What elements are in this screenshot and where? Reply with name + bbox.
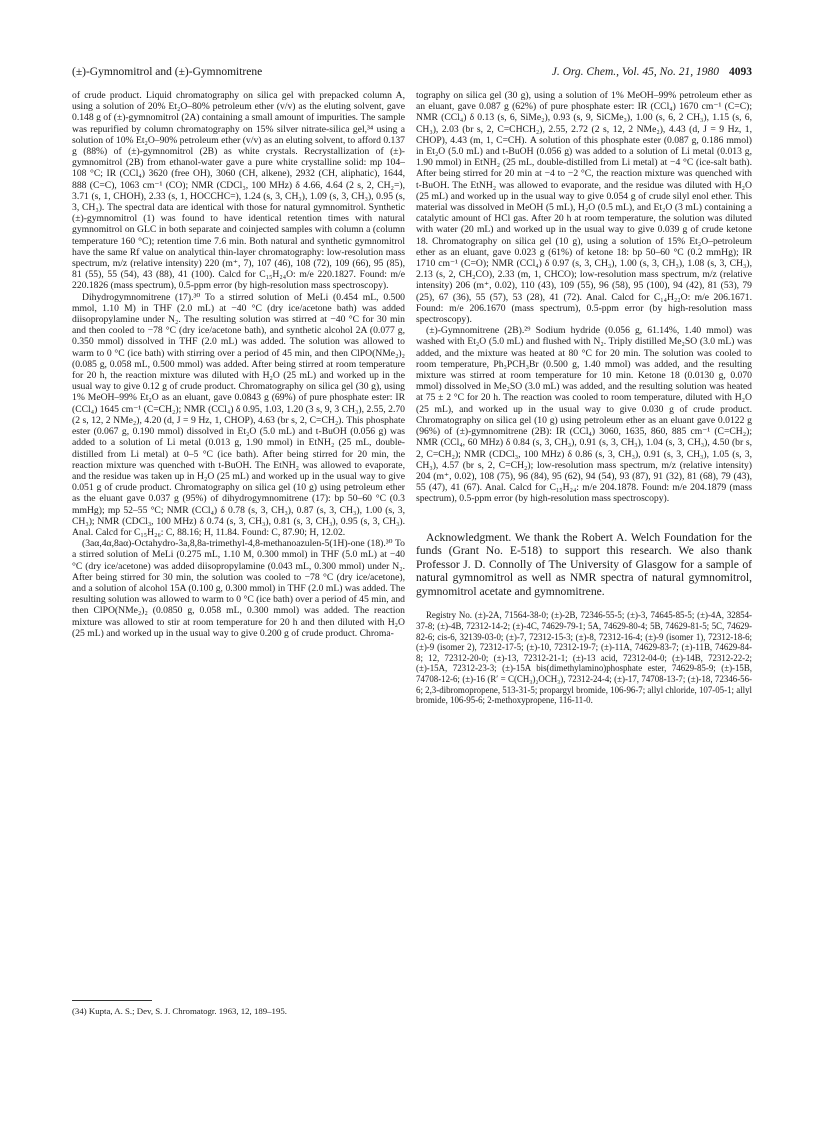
header-title: (±)-Gymnomitrol and (±)-Gymnomitrene [72, 66, 263, 78]
paragraph-octahydro-ketone: (3aα,4α,8aα)-Octahydro-3a,8,8a-trimethyl-4,8-methanoazulen-5(1H)-one (18).³⁰ To a stirred solution of MeLi (0.275 mL, 1.10 M, 0.300 mmol) in THF (5.0 mL) at −40 °C (dry ice/acetone) was added diisopropylamine (0.043 mL, 0.300 mmol) under N₂. After being stirred for 30 min, the solution was cooled to −78 °C (dry ice/acetone), and a solution of alcohol 15A (0.100 g, 0.300 mmol) in THF (2.0 mL) was added. The resulting solution was allowed to warm to 0 °C (ice bath) over a period of 45 min, and then ClPO(NMe₂)₂ (0.0850 g, 0.058 mL, 0.300 mmol) was added. The reaction mixture was allowed to stir at room temperature for 20 h and then diluted with H₂O (25 mL) and worked up in the usual way to give 0.200 g of crude product. Chroma- [72, 538, 405, 639]
acknowledgment: Acknowledgment. We thank the Robert A. Welch Foundation for the funds (Grant No. E-518) to support this research. We also thank Professor J. D. Connolly of The University of Glasgow for a sample of natural gymnomitrol as well as NMR spectra of natural gymnomitrol, gymnomitrol acetate and gymnomitrene. [416, 530, 752, 598]
paragraph-gymnomitrol-purification: of crude product. Liquid chromatography on silica gel with prepacked column A, using a solution of 20% Et₂O–80% petroleum ether (v/v) as the eluting solvent, gave 0.148 g of (±)-gymnomitrol (2A) containing a small amount of impurities. The sample was repurified by column chromatography on 15% silver nitrate-silica gel,³⁴ using a solution of 10% Et₂O–90% petroleum ether (v/v) as an eluting solvent, to afford 0.137 g (88%) of (±)-gymnomitrol (2B) as white crystals. Recrystallization of (±)-gymnomitrol (2B) from ethanol-water gave a pure white crystalline solid: mp 104–108 °C; IR (CCl₄) 3620 (free OH), 3060 (CH, alkene), 2932 (CH, aliphatic), 1644, 888 (C=C), 1063 cm⁻¹ (CO); NMR (CDCl₃, 100 MHz) δ 4.66, 4.64 (2 s, 2, CH₂=), 3.71 (s, 1, CHOH), 2.33 (s, 1, HOCCHC=), 1.24 (s, 3, CH₃), 1.09 (s, 3, CH₃), 0.95 (s, 3, CH₃). The spectral data are identical with those for natural gymnomitrol. Synthetic (±)-gymnomitrol (1) was found to have identical retention times with natural gymnomitrol on GLC in both separate and coinjected samples with column a (column temperature 160 °C); retention time 7.6 min. Both natural and synthetic gymnomitrol have the same Rf value on analytical thin-layer chromatography: low-resolution mass spectrum, m/z (relative intensity) 220 (m⁺, 7), 107 (46), 108 (72), 109 (66), 95 (85), 81 (55), 55 (54), 43 (88), 41 (100). Calcd for C₁₅H₂₄O: m/e 220.1827. Found: m/e 220.1826 (mass spectrum), 0.5-ppm error (by high-resolution mass spectroscopy). [72, 90, 405, 292]
paragraph-ketone-continuation: tography on silica gel (30 g), using a solution of 1% MeOH–99% petroleum ether as an eluant, gave 0.087 g (62%) of pure phosphate ester: IR (CCl₄) 1670 cm⁻¹ (C=C); NMR (CCl₄) δ 0.13 (s, 6, SiMe₂), 0.93 (s, 9, SiCMe₃), 1.00 (s, 6, 2 CH₃), 1.15 (s, 6, CH₃), 2.03 (br s, 2, C=CHCH₂), 2.55, 2.72 (2 s, 12, 2 NMe₂), 4.43 (d, J = 9 Hz, 1, CHOP), 4.43 (m, 1, C=CH). A solution of this phosphate ester (0.087 g, 0.186 mmol) in Et₂O (5.0 mL) and t-BuOH (0.056 g) was added to a solution of Li metal (0.013 g, 1.90 mmol) in EtNH₂ (25 mL, double-distilled from Li metal) at −4 °C (ice-salt bath). After being stirred for 20 min at −4 to −2 °C, the reaction mixture was quenched with t-BuOH. The EtNH₂ was allowed to evaporate, and the residue was diluted with H₂O (25 mL) and worked up in the usual way to give 0.054 g of crude silyl enol ether. This material was dissolved in MeOH (5 mL), H₂O (0.5 mL), and Et₂O (3 mL) containing a catalytic amount of HCl gas. After 20 h at room temperature, the solution was diluted with water (20 mL) and worked up in the usual way to give 0.039 g of crude ketone 18. Chromatography on silica gel (10 g), using a solution of 15% Et₂O–petroleum ether as an eluant, gave 0.023 g (61%) of ketone 18: bp 50–60 °C (0.2 mmHg); IR 1710 cm⁻¹ (C=O); NMR (CCl₄) δ 0.97 (s, 3, CH₃), 1.00 (s, 3, CH₃), 1.08 (s, 3, CH₃), 2.13 (s, 2, CH₂CO), 2.33 (m, 1, CHCO); low-resolution mass spectrum, m/z (relative intensity) 206 (m⁺, 0.02), 110 (43), 109 (55), 96 (58), 95 (100), 94 (42), 81 (53), 79 (25), 67 (36), 55 (57), 53 (28), 41 (72). Anal. Calcd for C₁₄H₂₂O: m/e 206.1671. Found: m/e 206.1670 (mass spectrum), 0.5-ppm error (by high-resolution mass spectroscopy). [416, 90, 752, 326]
journal-citation: J. Org. Chem., Vol. 45, No. 21, 1980 [551, 66, 719, 78]
registry-numbers: Registry No. (±)-2A, 71564-38-0; (±)-2B, 72346-55-5; (±)-3, 74645-85-5; (±)-4A, 32854-37-8; (±)-4B, 72312-14-2; (±)-4C, 74629-79-1; 5A, 74629-80-4; 5B, 74629-81-5; 5C, 74629-82-6; cis-6, 32139-03-0; (±)-7, 72312-15-3; (±)-8, 72312-16-4; (±)-9 (isomer 1), 72312-18-6; (±)-9 (isomer 2), 72312-17-5; (±)-10, 72312-19-7; (±)-11A, 74629-83-7; (±)-11B, 74629-84-8; 12, 72312-20-0; (±)-13, 72312-21-1; (±)-13 acid, 72312-04-0; (±)-14B, 72312-22-2; (±)-15A, 72312-23-3; (±)-15A bis(dimethylamino)phosphate ester, 74629-85-9; (±)-15B, 74708-12-6; (±)-16 (R′ = C(CH₃)₂OCH₃), 72312-24-4; (±)-17, 74708-13-7; (±)-18, 72346-56-6; 2,3-dibromopropene, 513-31-5; propargyl bromide, 106-96-7; allyl chloride, 107-05-1; allyl bromide, 106-95-6; 2-methoxypropene, 116-11-0. [416, 610, 752, 706]
footnote-divider [72, 1000, 152, 1001]
paragraph-gymnomitrene: (±)-Gymnomitrene (2B).²⁹ Sodium hydride (0.056 g, 61.14%, 1.40 mmol) was washed with Et₂O (5.0 mL) and flushed with N₂. Triply distilled Me₂SO (3.0 mL) was added, and the mixture was heated at 80 °C for 20 min. The solution was cooled to room temperature, Ph₃PCH₃Br (0.500 g, 1.40 mmol) was added, and the resulting mixture was stirred at room temperature for 10 min. Ketone 18 (0.0130 g, 0.070 mmol) dissolved in Me₂SO (3.0 mL) was added, and the resulting solution was heated at 75 ± 2 °C for 20 h. The reaction was cooled to room temperature, diluted with H₂O (25 mL), and worked up in the usual way to give 0.030 g of crude product. Chromatography on silica gel (10 g) using petroleum ether as an eluant gave 0.0122 g (96%) of (±)-gymnomitrene (2B): IR (CCl₄) 3060, 1635, 860, 885 cm⁻¹ (C=CH₂); NMR (CCl₄, 60 MHz) δ 0.84 (s, 3, CH₃), 0.91 (s, 3, CH₃), 1.04 (s, 3, CH₃), 4.50 (br s, 2, C=CH₂); NMR (CDCl₃, 100 MHz) δ 0.86 (s, 3, CH₃), 0.91 (s, 3, CH₃), 1.05 (s, 3, CH₃), 4.57 (br s, 2, C=CH₂); low-resolution mass spectrum, m/z (relative intensity) 204 (m⁺, 0.02), 108 (75), 96 (84), 95 (62), 94 (54), 93 (87), 91 (32), 81 (68), 79 (43), 55 (47), 41 (67). Anal. Calcd for C₁₅H₂₄: m/e 204.1878. Found: m/e 204.1879 (mass spectrum), 0.5-ppm error (by high-resolution mass spectroscopy). [416, 325, 752, 505]
right-column [416, 90, 752, 706]
left-column [72, 90, 405, 639]
running-header [72, 66, 752, 82]
footnote-34: (34) Kupta, A. S.; Dev, S. J. Chromatogr. 1963, 12, 189–195. [72, 1006, 287, 1016]
page-number: 4093 [729, 66, 752, 78]
header-journal [552, 66, 752, 78]
paragraph-dihydrogymnomitrene: Dihydrogymnomitrene (17).³⁰ To a stirred solution of MeLi (0.454 mL, 0.500 mmol, 1.10 M) in THF (2.0 mL) at −40 °C (dry ice/acetone bath) was added diisopropylamine under N₂. The resulting solution was stirred at −40 °C for 30 min and then cooled to −78 °C (dry ice/acetone bath), and synthetic alcohol 2A (0.077 g, 0.350 mmol) dissolved in THF (2.0 mL) was added. The solution was allowed to warm to 0 °C (ice bath) with stirring over a period of 45 min, and then ClPO(NMe₂)₂ (0.085 g, 0.058 mL, 0.500 mmol) was added. After being stirred at room temperature for 20 h, the reaction mixture was diluted with H₂O (25 mL) and worked up in the usual way to give 0.12 g of crude product. Chromatography on silica gel (30 g), using 1% MeOH–99% Et₂O as an eluant, gave 0.0843 g (69%) of pure phosphate ester: IR (CCl₄) 1645 cm⁻¹ (C=CH₂); NMR (CCl₄) δ 0.95, 1.03, 1.20 (3 s, 9, 3 CH₃), 2.55, 2.70 (2 s, 12, 2 NMe₂), 4.20 (d, J = 9 Hz, 1, CHOP), 4.63 (br s, 2, C=CH₂). This phosphate ester (0.067 g, 0.190 mmol) dissolved in Et₂O (5.0 mL) and t-BuOH (0.056 g) was added to a solution of Li metal (0.013 g, 1.90 mmol) in EtNH₂ (25 mL, double-distilled from Li metal) at 0–5 °C (ice bath). After being stirred for 20 min, the reaction mixture was quenched with t-BuOH. The EtNH₂ was allowed to evaporate, and the residue was taken up in H₂O (25 mL) and worked up in the usual way to give 0.051 g of crude product. Chromatography on silica gel (10 g) using petroleum ether as the eluant gave 0.037 g (95%) of dihydrogymnomitrene (17): bp 50–60 °C (0.3 mmHg); mp 52–55 °C; NMR (CCl₄) δ 0.78 (s, 3, CH₃), 0.87 (s, 3, CH₃), 1.00 (s, 3, CH₃); NMR (CDCl₃, 100 MHz) δ 0.74 (s, 3, CH₃), 0.81 (s, 3, CH₃), 0.95 (s, 3, CH₃). Anal. Calcd for C₁₅H₂₆: C, 88.16; H, 11.84. Found: C, 87.90; H, 12.02. [72, 291, 405, 538]
